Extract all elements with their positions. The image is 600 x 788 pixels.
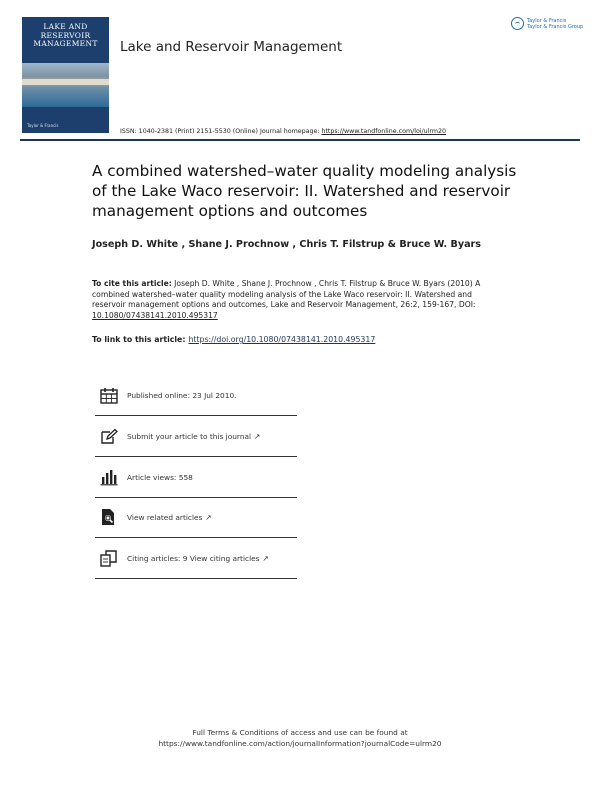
- citing-articles-label: Citing articles: 9 View citing articles: [127, 553, 260, 563]
- publisher-logo-line2: Taylor & Francis Group: [527, 23, 584, 30]
- external-link-icon: ↗: [205, 512, 212, 522]
- edit-icon: [100, 428, 118, 445]
- footer: [0, 728, 600, 749]
- journal-homepage-link[interactable]: https://www.tandfonline.com/loi/ulrm20: [321, 128, 447, 135]
- citing-articles-row[interactable]: [95, 538, 297, 579]
- footer-line1: Full Terms & Conditions of access and use can be found at: [192, 728, 408, 737]
- citing-articles-icon: [100, 550, 118, 567]
- citation-block: [92, 279, 507, 321]
- submit-article-row[interactable]: [95, 416, 297, 457]
- citing-articles-link[interactable]: [127, 554, 269, 563]
- external-link-icon: ↗: [262, 553, 269, 563]
- article-title: A combined watershed–water quality modeling analysis of the Lake Waco reservoir: II. Watershed and reservoir management options and outcomes: [92, 162, 517, 220]
- header-divider: [20, 139, 580, 141]
- article-authors: Joseph D. White , Shane J. Prochnow , Chris T. Filstrup & Bruce W. Byars: [92, 239, 481, 250]
- cover-publisher-logo: Taylor & Francis: [27, 123, 59, 128]
- article-views: Article views: 558: [127, 472, 193, 482]
- link-label: To link to this article:: [92, 335, 186, 344]
- submit-article-link[interactable]: [127, 432, 260, 441]
- issn-text: ISSN: 1040-2381 (Print) 2151-5530 (Online) Journal homepage:: [120, 128, 322, 135]
- related-articles-row[interactable]: [95, 497, 297, 538]
- published-date: Published online: 23 Jul 2010.: [127, 390, 237, 400]
- link-to-article: [92, 335, 375, 344]
- published-online-row: [95, 375, 297, 416]
- cover-photo: [22, 63, 109, 107]
- footer-terms-link[interactable]: https://www.tandfonline.com/action/journalInformation?journalCode=ulrm20: [158, 738, 442, 748]
- citation-label: To cite this article:: [92, 279, 172, 288]
- publisher-logo: [511, 17, 583, 30]
- external-link-icon: ↗: [254, 431, 261, 441]
- journal-cover-image: [22, 17, 109, 133]
- submit-article-label: Submit your article to this journal: [127, 431, 252, 441]
- journal-name: Lake and Reservoir Management: [120, 39, 343, 55]
- related-articles-label: View related articles: [127, 512, 203, 522]
- related-articles-link[interactable]: [127, 513, 212, 522]
- citation-text: Joseph D. White , Shane J. Prochnow , Chris T. Filstrup & Bruce W. Byars (2010) A combined watershed–water quality modeling analysis of the Lake Waco reservoir: II. Watershed and reservoir management options and outcomes, Lake and Reservoir Management, 26:2, 159-167, DOI:: [92, 279, 481, 309]
- citation-doi-link[interactable]: 10.1080/07438141.2010.495317: [92, 310, 218, 320]
- cover-title: [25, 23, 106, 49]
- document-search-icon: [100, 508, 118, 526]
- article-doi-link[interactable]: https://doi.org/10.1080/07438141.2010.495317: [188, 335, 376, 344]
- issn-line: [120, 128, 446, 135]
- publisher-logo-line1: Taylor & Francis: [527, 17, 567, 24]
- calendar-icon: [100, 387, 118, 404]
- cover-title-line1: LAKE AND RESERVOIR: [40, 22, 91, 40]
- bar-chart-icon: [100, 469, 118, 486]
- article-views-row: [95, 457, 297, 498]
- publisher-logo-text: [527, 18, 583, 30]
- cover-title-line2: MANAGEMENT: [33, 39, 98, 48]
- publisher-logo-icon: [511, 17, 524, 30]
